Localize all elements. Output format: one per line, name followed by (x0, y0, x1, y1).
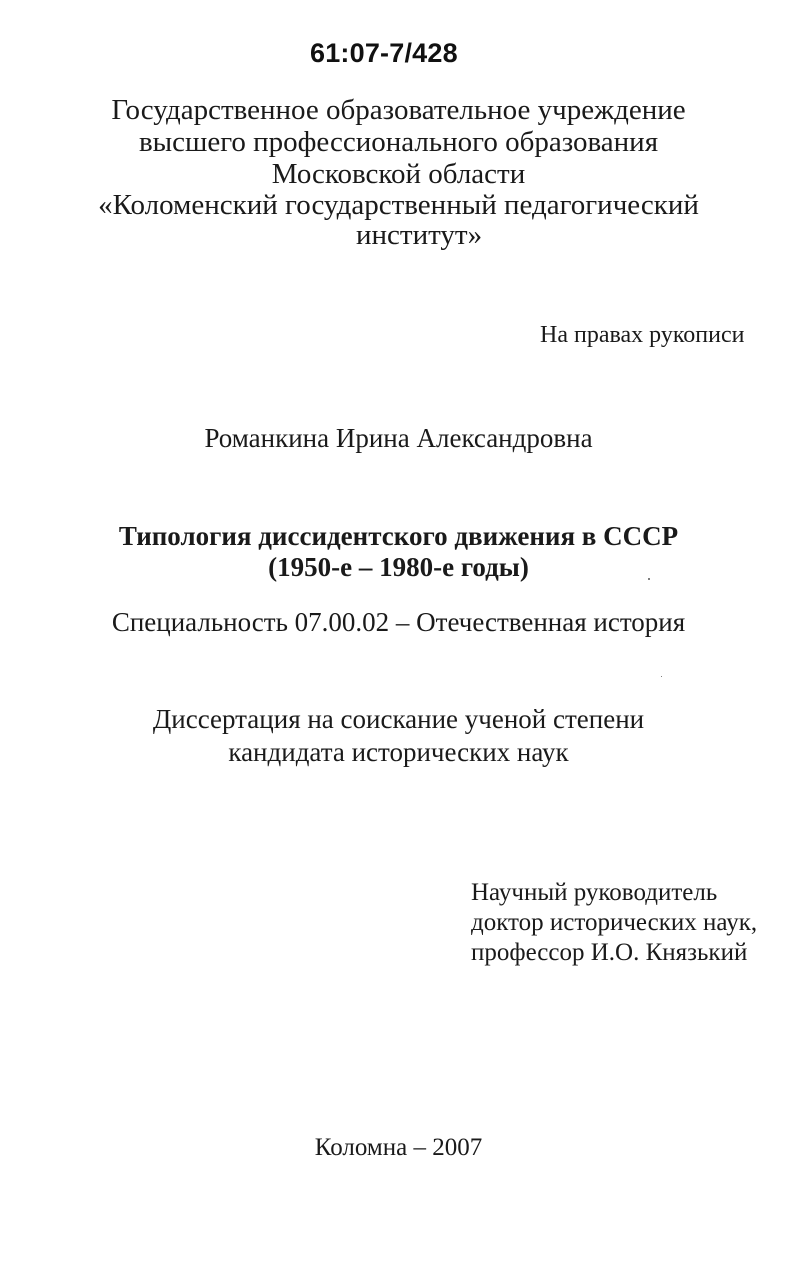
institution-line-1: Государственное образовательное учреждение (111, 94, 686, 126)
city-year: Коломна – 2007 (314, 1134, 483, 1161)
author-name: Романкина Ирина Александровна (204, 423, 593, 453)
institution-line-3: Московской области (271, 158, 526, 190)
thesis-line-2: кандидата исторических наук (228, 737, 569, 767)
title-line-2: (1950-е – 1980-е годы) (268, 552, 529, 582)
scan-speck (661, 676, 662, 677)
title-line-1: Типология диссидентского движения в СССР (118, 521, 679, 551)
archive-code: 61:07-7/428 (310, 38, 458, 68)
supervisor-line-1: Научный руководитель (471, 879, 718, 906)
supervisor-line-3: профессор И.О. Князький (471, 939, 748, 966)
scan-speck (648, 578, 650, 580)
institution-line-5: институт» (356, 219, 483, 251)
speciality: Специальность 07.00.02 – Отечественная история (111, 607, 686, 637)
thesis-line-1: Диссертация на соискание ученой степени (152, 704, 645, 734)
institution-line-4: «Коломенский государственный педагогический (98, 189, 699, 221)
supervisor-line-2: доктор исторических наук, (471, 909, 758, 936)
rights-note: На правах рукописи (540, 322, 745, 348)
institution-line-2: высшего профессионального образования (138, 126, 659, 158)
